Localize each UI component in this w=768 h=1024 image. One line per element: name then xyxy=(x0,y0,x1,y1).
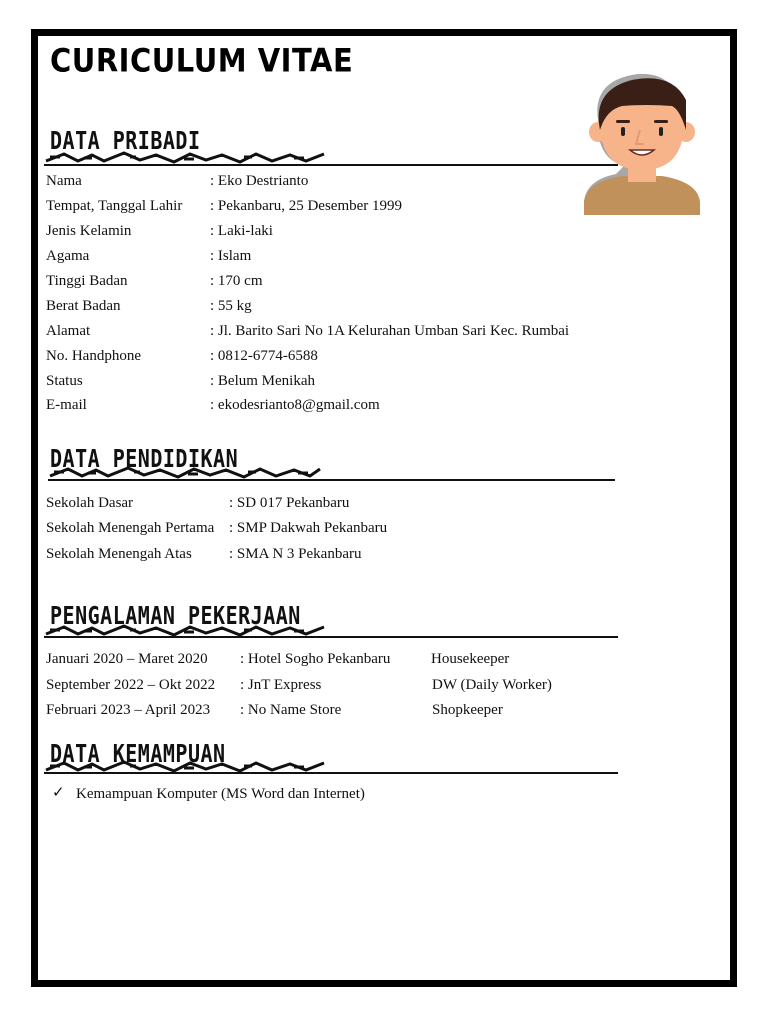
personal-data-label: Alamat xyxy=(46,323,91,339)
personal-data-value: : Eko Destrianto xyxy=(210,173,309,189)
education-school: : SMA N 3 Pekanbaru xyxy=(229,546,362,562)
section-rule-personal xyxy=(44,164,618,166)
section-heading-personal: DATA PRIBADI xyxy=(50,125,201,155)
experience-period: Januari 2020 – Maret 2020 xyxy=(46,651,208,667)
education-school: : SD 017 Pekanbaru xyxy=(229,495,350,511)
personal-data-value: : 170 cm xyxy=(210,273,263,289)
personal-data-value: : Pekanbaru, 25 Desember 1999 xyxy=(210,198,403,214)
section-heading-education: DATA PENDIDIKAN xyxy=(50,443,239,473)
education-level: Sekolah Dasar xyxy=(46,495,134,511)
personal-data-label: Tinggi Badan xyxy=(46,273,128,289)
personal-data-value: : Belum Menikah xyxy=(210,373,315,389)
avatar xyxy=(576,70,706,220)
personal-data-value: : Jl. Barito Sari No 1A Kelurahan Umban Sari Kec. Rumbai xyxy=(210,323,570,339)
decorative-border-personal xyxy=(44,151,326,165)
personal-data-value: : 0812-6774-6588 xyxy=(210,348,318,364)
personal-data-label: Agama xyxy=(46,248,90,264)
page-title: CURICULUM VITAE xyxy=(50,42,354,80)
section-heading-experience: PENGALAMAN PEKERJAAN xyxy=(50,600,301,630)
experience-role: Shopkeeper xyxy=(432,702,503,718)
experience-place: : JnT Express xyxy=(240,677,322,693)
personal-data-label: No. Handphone xyxy=(46,348,141,364)
education-level: Sekolah Menengah Pertama xyxy=(46,520,215,536)
personal-data-label: Tempat, Tanggal Lahir xyxy=(46,198,183,214)
section-rule-skills xyxy=(44,772,618,774)
section-rule-experience xyxy=(44,636,618,638)
experience-period: Februari 2023 – April 2023 xyxy=(46,702,211,718)
personal-data-label: Nama xyxy=(46,173,82,189)
personal-data-value: : 55 kg xyxy=(210,298,252,314)
personal-data-value: : Laki-laki xyxy=(210,223,273,239)
decorative-border-education xyxy=(48,466,322,480)
experience-period: September 2022 – Okt 2022 xyxy=(46,677,216,693)
education-level: Sekolah Menengah Atas xyxy=(46,546,192,562)
experience-role: DW (Daily Worker) xyxy=(432,677,552,693)
section-rule-education xyxy=(48,479,615,481)
checkmark-icon: ✓ xyxy=(52,785,65,801)
personal-data-value: : Islam xyxy=(210,248,252,264)
section-heading-skills: DATA KEMAMPUAN xyxy=(50,738,226,768)
experience-place: : No Name Store xyxy=(240,702,342,718)
skill-item: Kemampuan Komputer (MS Word dan Internet) xyxy=(76,786,365,802)
personal-data-label: Jenis Kelamin xyxy=(46,223,132,239)
personal-data-label: Berat Badan xyxy=(46,298,121,314)
education-school: : SMP Dakwah Pekanbaru xyxy=(229,520,388,536)
personal-data-label: Status xyxy=(46,373,83,389)
experience-place: : Hotel Sogho Pekanbaru xyxy=(240,651,391,667)
personal-data-value: : ekodesrianto8@gmail.com xyxy=(210,397,380,413)
personal-data-label: E-mail xyxy=(46,397,87,413)
experience-role: Housekeeper xyxy=(431,651,510,667)
